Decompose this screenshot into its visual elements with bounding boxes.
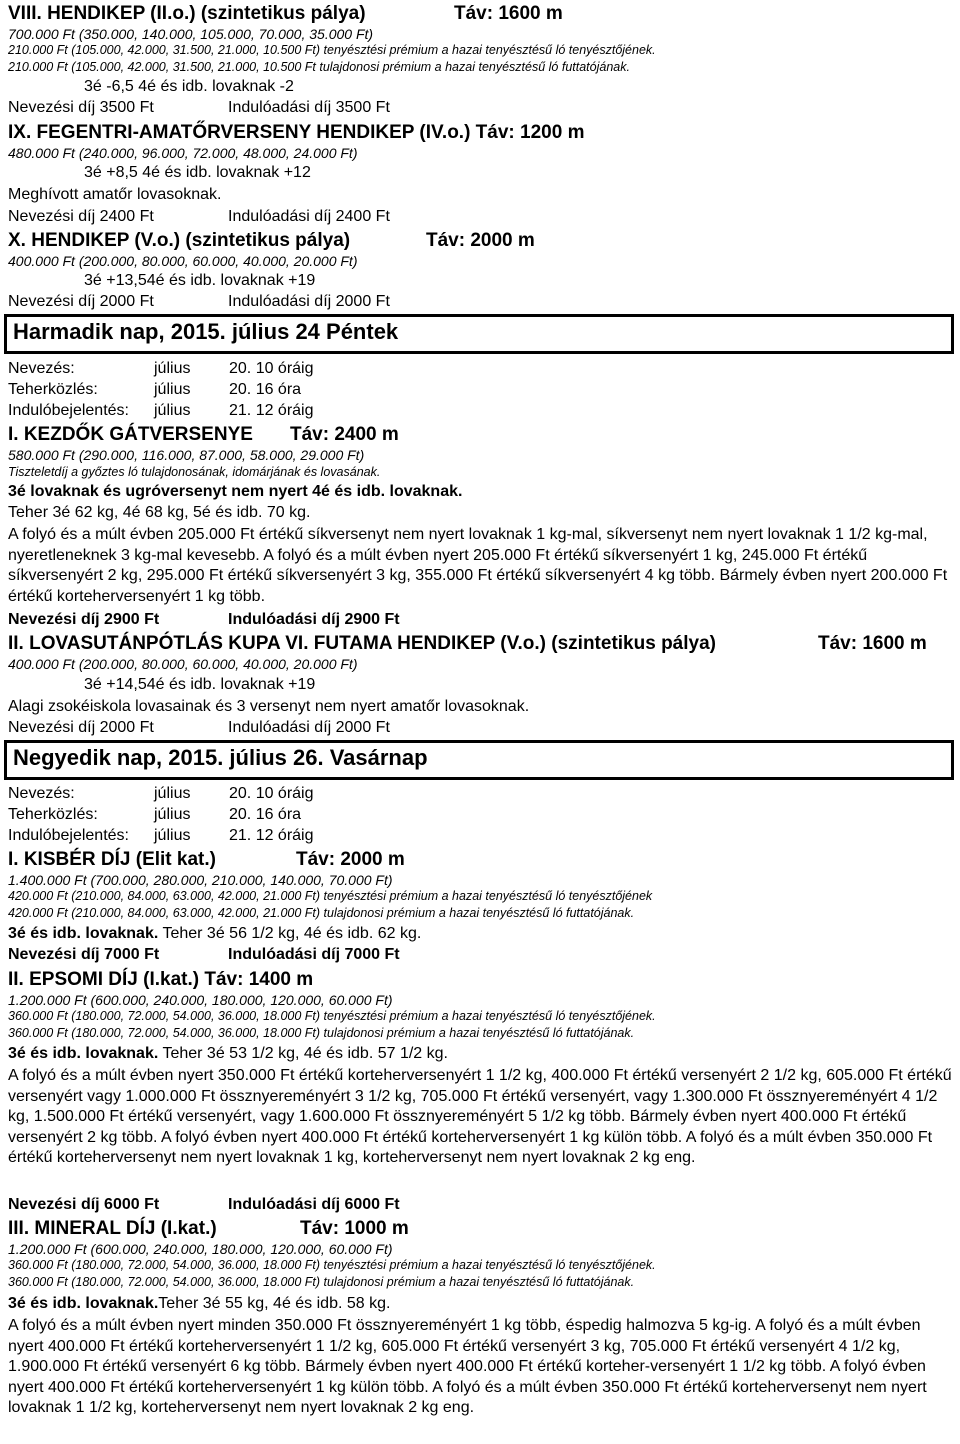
owner-premium: 360.000 Ft (180.000, 72.000, 54.000, 36.000, 18.000 Ft) tulajdonosi prémium a hazai tenyésztésű ló futtatójának. bbox=[8, 1026, 635, 1040]
race-weights: 3é +8,5 4é és idb. lovaknak +12 bbox=[84, 164, 311, 181]
breeder-premium: 210.000 Ft (105.000, 42.000, 31.500, 21.000, 10.500 Ft) tenyésztési prémium a hazai tenyésztésű ló tenyésztőjének. bbox=[8, 43, 656, 57]
schedule-time: 21. 12 óráig bbox=[229, 402, 314, 419]
start-fee: Indulóadási díj 3500 Ft bbox=[228, 99, 390, 116]
weight-rules: A folyó és a múlt évben nyert minden 350.000 Ft össznyereményért 1 kg több, éspedig halmozva 5 kg-ig. A folyó és a múlt évben nyert 400.000 Ft értékű korteherversenyért 1 1/2 kg, 605.000 Ft értékű versenyért 3 kg, 705.000 Ft értékű versenyért 4 1/2 kg, 1.900.000 Ft értékű versenyért 6 kg több. Bármely évben nyert 400.000 Ft értékű korteher-versenyért 1 1/2 kg több. A folyó évben nyert 400.000 Ft értékű korteherversenyért 1 kg külön több. A folyó és a múlt évben 350.000 Ft értékű korteherversenyt nem nyert lovaknak 1 1/2 kg, korteherversenyt nem nyert lovaknak 2 kg eng. bbox=[8, 1317, 927, 1416]
race-weights: Teher 3é 62 kg, 4é 68 kg, 5é és idb. 70 kg. bbox=[8, 504, 311, 521]
race-prize: 700.000 Ft (350.000, 140.000, 105.000, 70.000, 35.000 Ft) bbox=[8, 26, 374, 42]
entry-fee: Nevezési díj 2900 Ft bbox=[8, 611, 160, 628]
race-condition bbox=[8, 1046, 448, 1062]
race-prize: 480.000 Ft (240.000, 96.000, 72.000, 48.000, 24.000 Ft) bbox=[8, 145, 358, 161]
condition-bold: 3é és idb. lovaknak. bbox=[8, 925, 159, 942]
schedule-label: Teherközlés: bbox=[8, 806, 98, 823]
start-fee: Indulóadási díj 7000 Ft bbox=[228, 946, 400, 963]
schedule-month: július bbox=[154, 360, 191, 377]
race-prize: 400.000 Ft (200.000, 80.000, 60.000, 40.000, 20.000 Ft) bbox=[8, 656, 358, 672]
condition-weights: Teher 3é 56 1/2 kg, 4é és idb. 62 kg. bbox=[158, 925, 422, 942]
schedule-label: Nevezés: bbox=[8, 785, 75, 802]
race-distance: Táv: 1600 m bbox=[818, 633, 927, 654]
entry-fee: Nevezési díj 2000 Ft bbox=[8, 719, 154, 736]
race-condition: Meghívott amatőr lovasoknak. bbox=[8, 186, 222, 203]
owner-premium: 420.000 Ft (210.000, 84.000, 63.000, 42.000, 21.000 Ft) tulajdonosi prémium a hazai tenyésztésű ló futtatójának. bbox=[8, 906, 635, 920]
race-condition: Alagi zsokéiskola lovasainak és 3 versenyt nem nyert amatőr lovasoknak. bbox=[8, 698, 530, 715]
schedule-month: július bbox=[154, 827, 191, 844]
schedule-month: július bbox=[154, 785, 191, 802]
condition-weights: Teher 3é 53 1/2 kg, 4é és idb. 57 1/2 kg. bbox=[158, 1045, 448, 1062]
race-title: III. MINERAL DÍJ (I.kat.) bbox=[8, 1218, 217, 1239]
schedule-label: Indulóbejelentés: bbox=[8, 402, 129, 419]
race-condition bbox=[8, 926, 421, 942]
schedule-time: 20. 16 óra bbox=[229, 806, 302, 823]
entry-fee: Nevezési díj 2000 Ft bbox=[8, 293, 154, 310]
race-distance: Táv: 1600 m bbox=[454, 3, 563, 24]
race-title: X. HENDIKEP (V.o.) (szintetikus pálya) bbox=[8, 230, 351, 251]
breeder-premium: 360.000 Ft (180.000, 72.000, 54.000, 36.000, 18.000 Ft) tenyésztési prémium a hazai tenyésztésű ló tenyésztőjének. bbox=[8, 1009, 656, 1023]
schedule-month: július bbox=[154, 381, 191, 398]
weight-rules: A folyó és a múlt évben nyert 350.000 Ft értékű korteherversenyért 1 1/2 kg, 400.000 Ft értékű versenyért 2 1/2 kg, 605.000 Ft értékű versenyért vagy 1.000.000 Ft össznyereményért 3 1/2 kg, 705.000 Ft értékű versenyért, vagy 1.300.000 Ft össznyereményért 4 1/2 kg, 1.500.000 Ft értékű versenyért, vagy 1.600.000 Ft össznyereményért 5 1/2 kg több. Bármely évben nyert 400.000 Ft értékű versenyért 2 kg több. A folyó évben nyert 400.000 Ft értékű korteherversenyért 1 kg külön több. A folyó és a múlt évben 350.000 Ft értékű korteherversenyt nem nyert lovaknak 1 kg, korteherversenyt nem nyert lovaknak 2 kg eng. bbox=[8, 1067, 952, 1166]
race-prize: 580.000 Ft (290.000, 116.000, 87.000, 58.000, 29.000 Ft) bbox=[8, 447, 365, 463]
race-weights: 3é -6,5 4é és idb. lovaknak -2 bbox=[84, 78, 294, 95]
race-title: II. LOVASUTÁNPÓTLÁS KUPA VI. FUTAMA HENDIKEP (V.o.) (szintetikus pálya) bbox=[8, 633, 716, 654]
race-title: VIII. HENDIKEP (II.o.) (szintetikus pálya) bbox=[8, 3, 366, 24]
race-prize: 1.200.000 Ft (600.000, 240.000, 180.000, 120.000, 60.000 Ft) bbox=[8, 992, 393, 1008]
schedule-time: 20. 10 óráig bbox=[229, 360, 314, 377]
condition-bold: 3é és idb. lovaknak. bbox=[8, 1045, 159, 1062]
condition-weights: Teher 3é 55 kg, 4é és idb. 58 kg. bbox=[158, 1295, 391, 1312]
race-prize: 400.000 Ft (200.000, 80.000, 60.000, 40.000, 20.000 Ft) bbox=[8, 253, 358, 269]
race-condition bbox=[8, 1296, 390, 1312]
schedule-month: július bbox=[154, 806, 191, 823]
owner-premium: 360.000 Ft (180.000, 72.000, 54.000, 36.000, 18.000 Ft) tulajdonosi prémium a hazai tenyésztésű ló futtatójának. bbox=[8, 1275, 635, 1289]
schedule-label: Nevezés: bbox=[8, 360, 75, 377]
breeder-premium: 420.000 Ft (210.000, 84.000, 63.000, 42.000, 21.000 Ft) tenyésztési prémium a hazai tenyésztésű ló tenyésztőjének bbox=[8, 889, 653, 903]
start-fee: Indulóadási díj 2400 Ft bbox=[228, 208, 390, 225]
race-prize: 1.400.000 Ft (700.000, 280.000, 210.000, 140.000, 70.000 Ft) bbox=[8, 872, 393, 888]
honor-prize: Tiszteletdíj a győztes ló tulajdonosának, idomárjának és lovasának. bbox=[8, 465, 381, 479]
race-title: I. KISBÉR DÍJ (Elit kat.) bbox=[8, 849, 216, 870]
breeder-premium: 360.000 Ft (180.000, 72.000, 54.000, 36.000, 18.000 Ft) tenyésztési prémium a hazai tenyésztésű ló tenyésztőjének. bbox=[8, 1258, 656, 1272]
start-fee: Indulóadási díj 6000 Ft bbox=[228, 1196, 400, 1213]
schedule-label: Teherközlés: bbox=[8, 381, 98, 398]
schedule-time: 20. 10 óráig bbox=[229, 785, 314, 802]
race-distance: Táv: 1000 m bbox=[300, 1218, 409, 1239]
start-fee: Indulóadási díj 2000 Ft bbox=[228, 719, 390, 736]
race-title: I. KEZDŐK GÁTVERSENYE bbox=[8, 424, 253, 445]
schedule-time: 20. 16 óra bbox=[229, 381, 302, 398]
race-distance: Táv: 2000 m bbox=[296, 849, 405, 870]
start-fee: Indulóadási díj 2000 Ft bbox=[228, 293, 390, 310]
entry-fee: Nevezési díj 6000 Ft bbox=[8, 1196, 160, 1213]
schedule-month: július bbox=[154, 402, 191, 419]
schedule-label: Indulóbejelentés: bbox=[8, 827, 129, 844]
race-distance: Táv: 2000 m bbox=[426, 230, 535, 251]
day-heading: Harmadik nap, 2015. július 24 Péntek bbox=[4, 314, 954, 354]
race-condition: 3é lovaknak és ugróversenyt nem nyert 4é és idb. lovaknak. bbox=[8, 483, 463, 500]
start-fee: Indulóadási díj 2900 Ft bbox=[228, 611, 400, 628]
day-heading: Negyedik nap, 2015. július 26. Vasárnap bbox=[4, 740, 954, 780]
race-title: II. EPSOMI DÍJ (I.kat.) Táv: 1400 m bbox=[8, 969, 314, 990]
owner-premium: 210.000 Ft (105.000, 42.000, 31.500, 21.000, 10.500 Ft tulajdonosi prémium a hazai tenyésztésű ló futtatójának. bbox=[8, 60, 630, 74]
race-title: IX. FEGENTRI-AMATŐRVERSENY HENDIKEP (IV.o.) Táv: 1200 m bbox=[8, 122, 585, 143]
schedule-time: 21. 12 óráig bbox=[229, 827, 314, 844]
race-prize: 1.200.000 Ft (600.000, 240.000, 180.000, 120.000, 60.000 Ft) bbox=[8, 1241, 393, 1257]
race-distance: Táv: 2400 m bbox=[290, 424, 399, 445]
race-weights: 3é +14,54é és idb. lovaknak +19 bbox=[84, 676, 316, 693]
entry-fee: Nevezési díj 2400 Ft bbox=[8, 208, 154, 225]
entry-fee: Nevezési díj 7000 Ft bbox=[8, 946, 160, 963]
condition-bold: 3é és idb. lovaknak. bbox=[8, 1295, 159, 1312]
race-weights: 3é +13,54é és idb. lovaknak +19 bbox=[84, 272, 316, 289]
weight-rules: A folyó és a múlt évben 205.000 Ft értékű síkversenyt nem nyert lovaknak 1 kg-mal, síkversenyt nem nyert lovaknak 1 1/2 kg-mal, nyeretleneknek 3 kg-mal kevesebb. A folyó és a múlt évben nyert 205.000 Ft értékű síkversenyért 1 kg, 245.000 Ft értékű síkversenyért 2 kg, 295.000 Ft értékű síkversenyért 3 kg, 355.000 Ft értékű síkversenyért 4 kg több. Bármely évben nyert 200.000 Ft értékű korteherversenyért 1 kg több. bbox=[8, 526, 948, 605]
entry-fee: Nevezési díj 3500 Ft bbox=[8, 99, 154, 116]
